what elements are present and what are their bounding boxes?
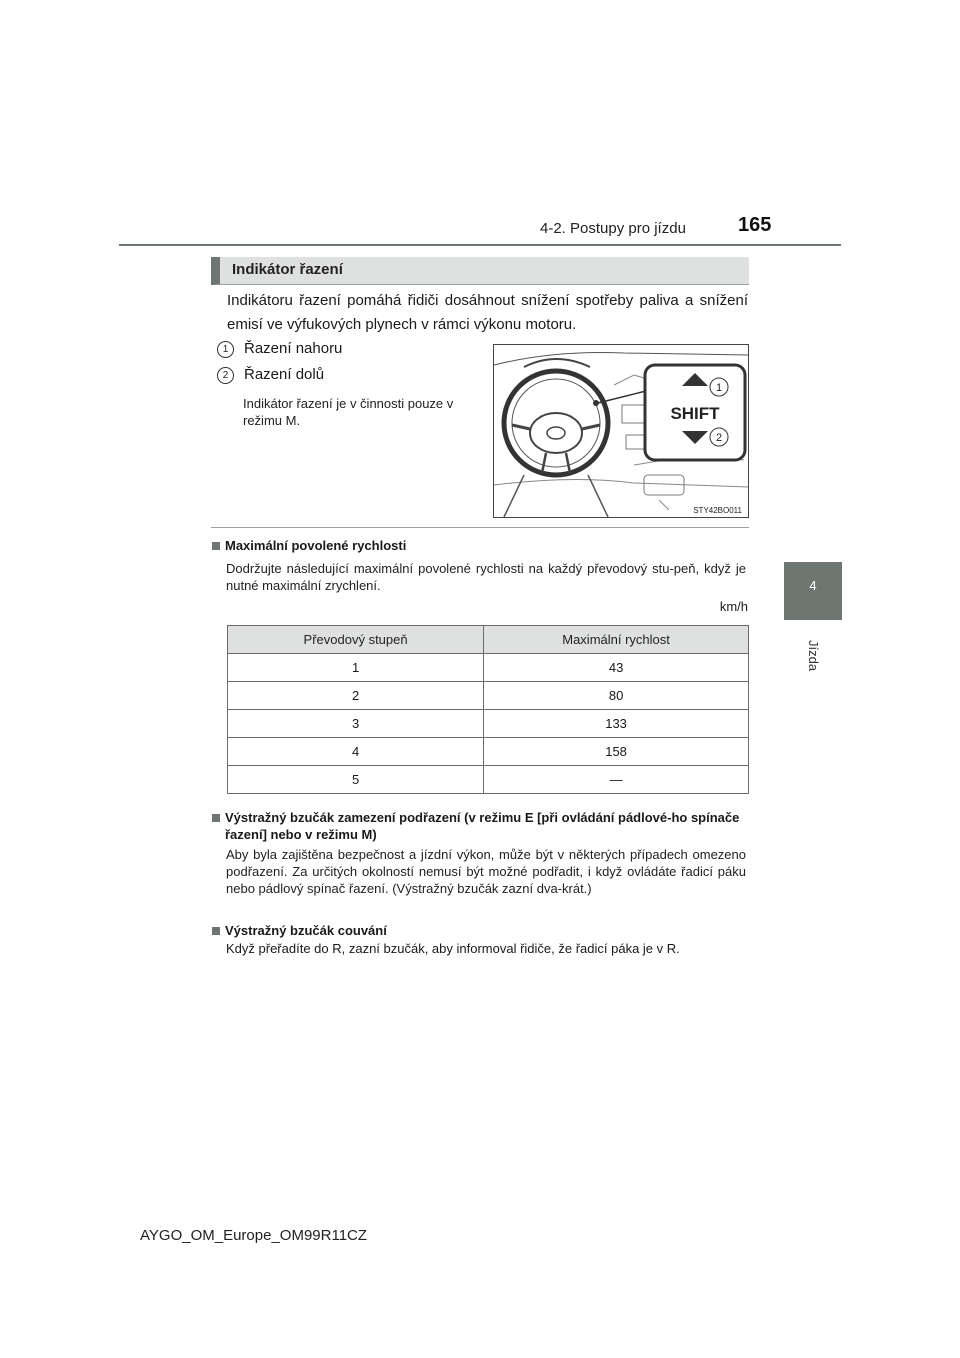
table-row — [228, 654, 749, 682]
dashboard-drawing — [494, 345, 748, 517]
subsection-title-reverse-buzzer: Výstražný bzučák couvání — [225, 923, 387, 938]
bullet-square-icon — [212, 814, 220, 822]
subsection-divider — [211, 527, 749, 528]
speed-cell: 133 — [484, 710, 749, 738]
column-header-max-speed: Maximální rychlost — [484, 626, 749, 654]
callout-2: 2 — [715, 432, 723, 444]
speed-cell: 43 — [484, 654, 749, 682]
table-row — [228, 710, 749, 738]
note-text: Indikátor řazení je v činnosti pouze v režimu M. — [243, 396, 454, 428]
item-number-2: 2 — [217, 367, 234, 384]
table-header-row — [228, 626, 749, 654]
shift-label: SHIFT — [670, 404, 720, 423]
speed-cell: — — [484, 766, 749, 794]
table-unit: km/h — [719, 599, 748, 614]
subsection-title-max-speeds: Maximální povolené rychlosti — [225, 538, 407, 553]
gear-cell: 2 — [228, 682, 484, 710]
item-label-downshift: Řazení dolů — [244, 366, 325, 383]
page-number: 165 — [738, 214, 772, 236]
header-divider — [119, 244, 841, 246]
subsection-body-reverse-buzzer: Když přeřadíte do R, zazní bzučák, aby informoval řidiče, že řadicí páka je v R. — [226, 941, 680, 956]
section-heading — [211, 257, 749, 285]
callout-1: 1 — [715, 382, 723, 394]
max-speed-table — [227, 625, 749, 794]
table-row — [228, 738, 749, 766]
table-row — [228, 682, 749, 710]
speed-cell: 80 — [484, 682, 749, 710]
item-label-upshift: Řazení nahoru — [244, 340, 343, 357]
gear-cell: 4 — [228, 738, 484, 766]
bullet-square-icon — [212, 927, 220, 935]
subsection-body-max-speeds: Dodržujte následující maximální povolené rychlosti na každý převodový stu-peň, když je nutné maximální zrychlení. — [226, 561, 746, 593]
intro-paragraph: Indikátoru řazení pomáhá řidiči dosáhnout snížení spotřeby paliva a snížení emisí ve výfukových plynech v rámci výkonu motoru. — [227, 292, 748, 333]
chapter-number: 4 — [809, 578, 817, 593]
subsection-body-downshift-buzzer: Aby byla zajištěna bezpečnost a jízdní výkon, může být v některých případech omezeno podřazení. Za určitých okolností nemusí být možné podřadit, i když ovládáte řadicí páku nebo pádlový spínač řazení. (Výstražný bzučák zazní dva-krát.) — [226, 847, 746, 896]
gear-cell: 1 — [228, 654, 484, 682]
shift-indicator-illustration — [493, 344, 749, 518]
table-row — [228, 766, 749, 794]
chapter-label: Jízda — [806, 640, 821, 672]
section-title: 4-2. Postupy pro jízdu — [540, 220, 686, 237]
speed-cell: 158 — [484, 738, 749, 766]
illustration-code: STY42BO011 — [693, 506, 742, 515]
chapter-tab — [784, 562, 842, 620]
gear-cell: 3 — [228, 710, 484, 738]
section-heading-text: Indikátor řazení — [232, 261, 343, 278]
item-number-1: 1 — [217, 341, 234, 358]
column-header-gear: Převodový stupeň — [228, 626, 484, 654]
document-code-footer: AYGO_OM_Europe_OM99R11CZ — [140, 1227, 368, 1244]
subsection-title-downshift-buzzer: Výstražný bzučák zamezení podřazení (v režimu E [při ovládání pádlové-ho spínače řazení] nebo v režimu M) — [225, 810, 740, 842]
gear-cell: 5 — [228, 766, 484, 794]
bullet-square-icon — [212, 542, 220, 550]
